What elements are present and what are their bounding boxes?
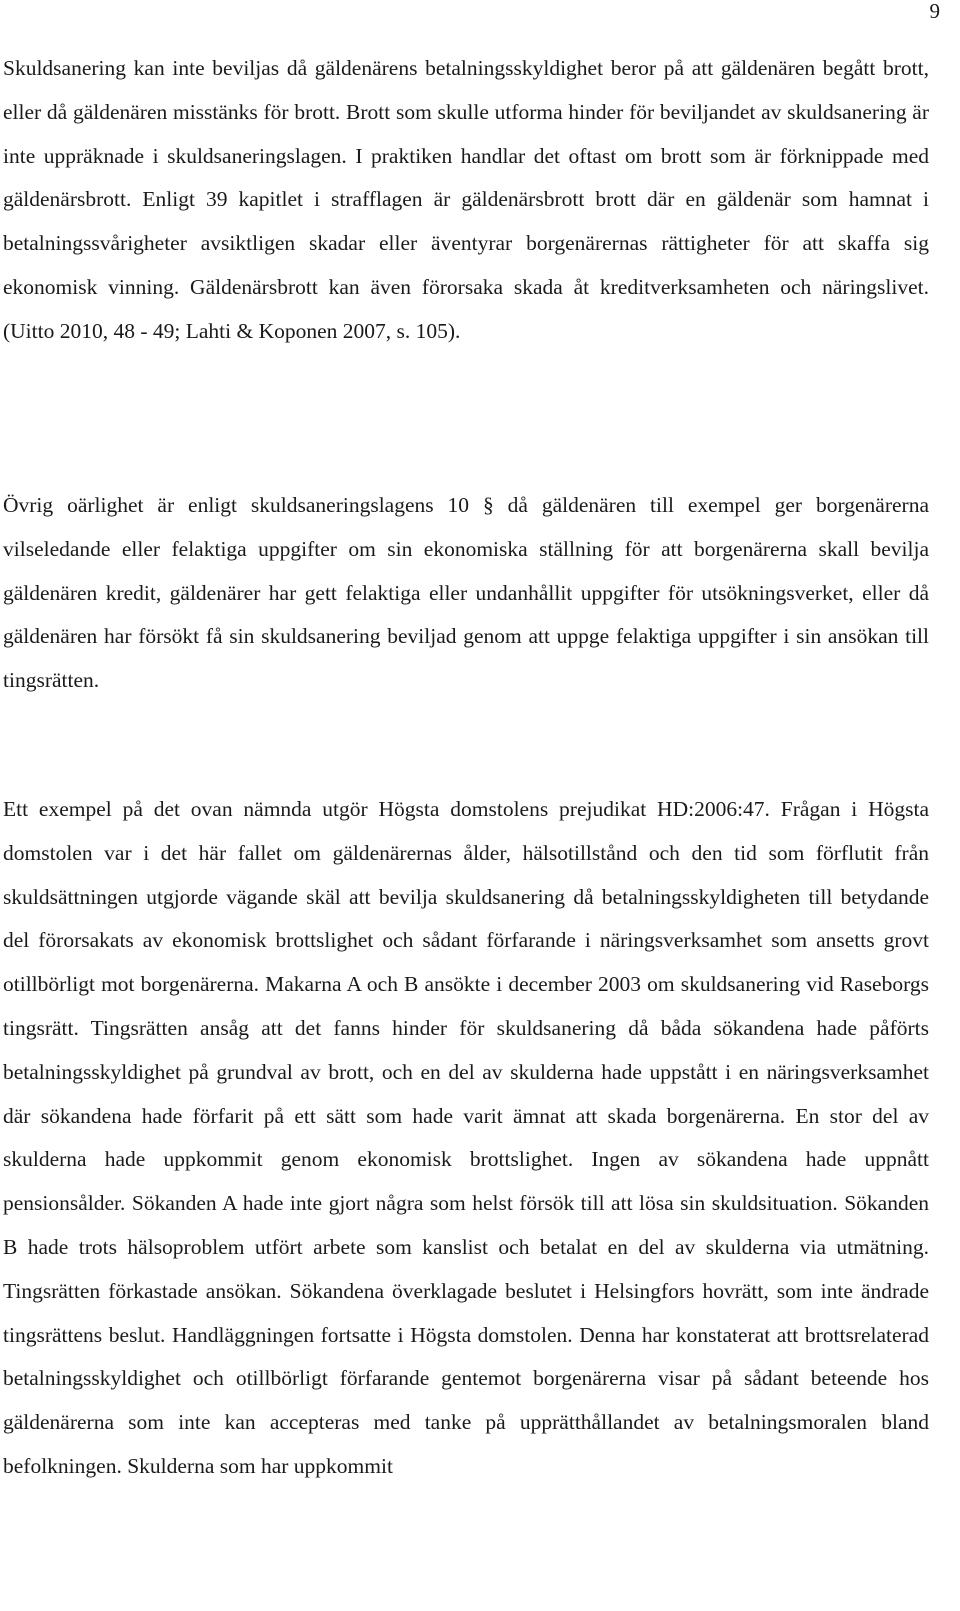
page-number: 9 <box>929 0 940 23</box>
paragraph-other-dishonesty: Övrig oärlighet är enligt skuldsaneringslagens 10 § då gäldenären till exempel ger borgenärerna vilseledande eller felaktiga uppgifter om sin ekonomiska ställning för att borgenärerna skall bevilja gäldenären kredit, gäldenärer har gett felaktiga eller undanhållit uppgifter för utsökningsverket, eller då gäldenären har försökt få sin skuldsanering beviljad genom att uppge felaktiga uppgifter i sin ansökan till tingsrätten. <box>3 493 929 693</box>
paragraph-debt-crimes: Skuldsanering kan inte beviljas då gäldenärens betalningsskyldighet beror på att gäldenären begått brott, eller då gäldenären misstänks för brott. Brott som skulle utforma hinder för beviljandet av skuldsanering är inte uppräknade i skuldsaneringslagen. I praktiken handlar det oftast om brott som är förknippade med gäldenärsbrott. Enligt 39 kapitlet i strafflagen är gäldenärsbrott brott där en gäldenär som hamnat i betalningssvårigheter avsiktligen skadar eller äventyrar borgenärernas rättigheter för att skaffa sig ekonomisk vinning. Gäldenärsbrott kan även förorsaka skada åt kreditverksamheten och näringslivet. (Uitto 2010, 48 - 49; Lahti & Koponen 2007, s. 105). <box>3 56 929 343</box>
paragraph-supreme-court-precedent: Ett exempel på det ovan nämnda utgör Högsta domstolens prejudikat HD:2006:47. Frågan i Högsta domstolen var i det här fallet om gäldenärernas ålder, hälsotillstånd och den tid som förflutit från skuldsättningen utgjorde vägande skäl att bevilja skuldsanering då betalningsskyldigheten till betydande del förorsakats av ekonomisk brottslighet och sådant förfarande i näringsverksamhet som ansetts grovt otillbörligt mot borgenärerna. Makarna A och B ansökte i december 2003 om skuldsanering vid Raseborgs tingsrätt. Tingsrätten ansåg att det fanns hinder för skuldsanering då båda sökandena hade påförts betalningsskyldighet på grundval av brott, och en del av skulderna hade uppstått i en näringsverksamhet där sökandena hade förfarit på ett sätt som hade varit ämnat att skada borgenärerna. En stor del av skulderna hade uppkommit genom ekonomisk brottslighet. Ingen av sökandena hade uppnått pensionsålder. Sökanden A hade inte gjort några som helst försök till att lösa sin skuldsituation. Sökanden B hade trots hälsoproblem utfört arbete som kanslist och betalat en del av skulderna via utmätning. Tingsrätten förkastade ansökan. Sökandena överklagade beslutet i Helsingfors hovrätt, som inte ändrade tingsrättens beslut. Handläggningen fortsatte i Högsta domstolen. Denna har konstaterat att brottsrelaterad betalningsskyldighet och otillbörligt förfarande gentemot borgenärerna visar på sådant beteende hos gäldenärerna som inte kan accepteras med tanke på upprätthållandet av betalningsmoralen bland befolkningen. Skulderna som har uppkommit <box>3 797 929 1478</box>
